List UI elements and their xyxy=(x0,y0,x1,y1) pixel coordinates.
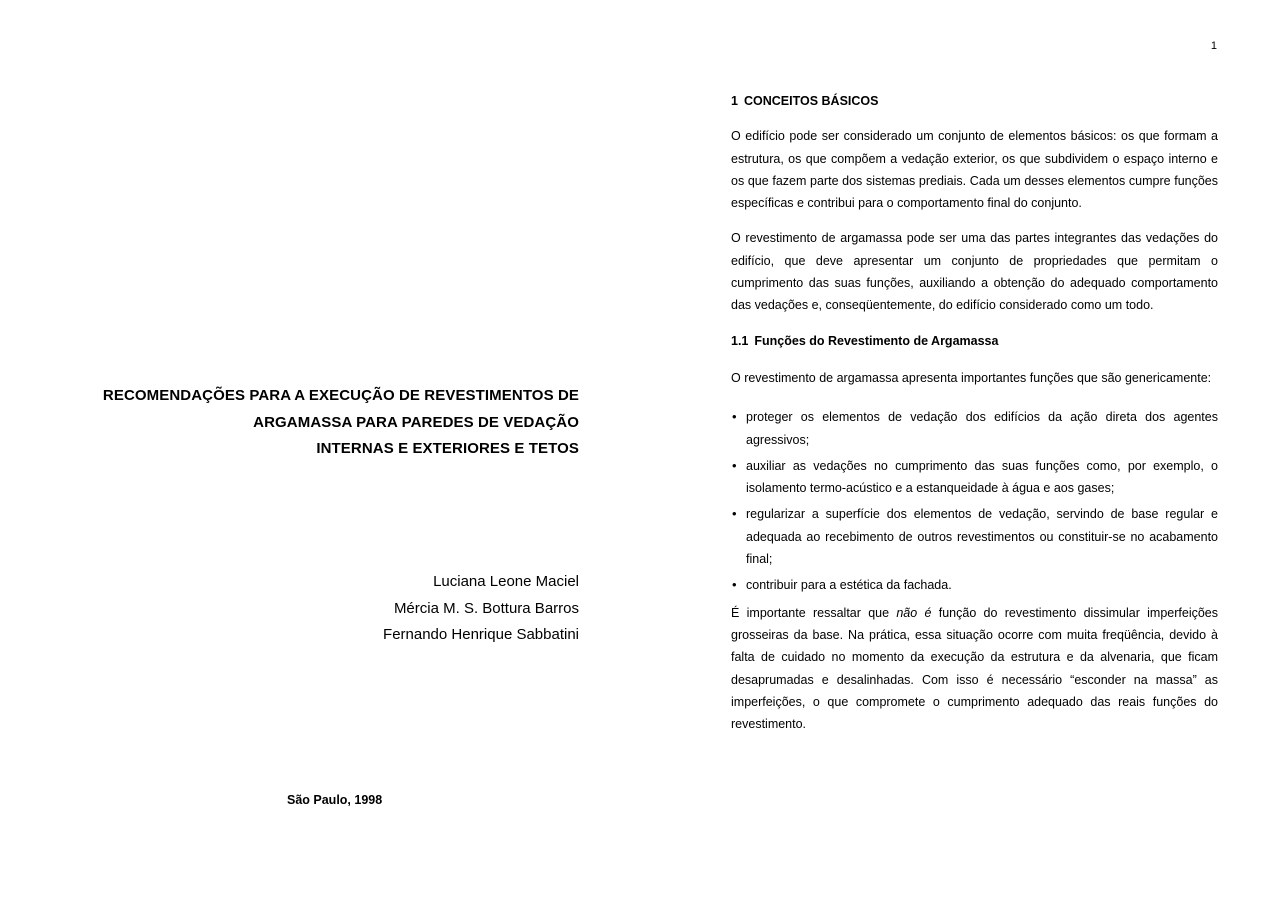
list-item-text: auxiliar as vedações no cumprimento das suas funções como, por exemplo, o isolamento termo-acústico e a estanqueidade à água e aos gases; xyxy=(746,458,1218,496)
paragraph: O edifício pode ser considerado um conjunto de elementos básicos: os que formam a estrutura, os que compõem a vedação exterior, os que subdividem o espaço interno e os que fazem parte dos sistemas prediais. Cada um desses elementos cumpre funções específicas e contribui para o comportamento final do conjunto. xyxy=(731,129,1218,211)
title-line: RECOMENDAÇÕES PARA A EXECUÇÃO DE REVESTIMENTOS DE xyxy=(102,387,579,404)
function-list xyxy=(731,406,1218,596)
list-item-text: proteger os elementos de vedação dos edifícios da ação direta dos agentes agressivos; xyxy=(746,410,1218,447)
page-number: 1 xyxy=(1210,40,1217,52)
place-year: São Paulo, 1998 xyxy=(287,793,383,807)
list-item xyxy=(731,503,1218,570)
paragraph: O revestimento de argamassa pode ser uma das partes integrantes das vedações do edifício, que deve apresentar um conjunto de propriedades que permitam o cumprimento das suas funções, auxiliando a obtenção do adequado comportamento das vedações e, conseqüentemente, do edifício considerado como um todo. xyxy=(731,231,1218,313)
closing-text-end: função do revestimento dissimular imperfeições grosseiras da base. Na prática, essa situação ocorre com muita freqüência, devido à falta de cuidado no momento da execução da estrutura e da alvenaria, que ficam desaprumadas e desalinhadas. Com isso é necessário “esconder na massa” as imperfeições, o que compromete o cumprimento adequado das reais funções do revestimento. xyxy=(731,605,1219,732)
closing-text-start: É importante ressaltar que xyxy=(731,605,897,620)
bullet-dot-icon: • xyxy=(732,506,737,522)
subsection-heading xyxy=(731,330,1218,352)
right-page xyxy=(640,0,1280,905)
list-item-text: contribuir para a estética da fachada. xyxy=(746,578,952,593)
bullet-dot-icon: • xyxy=(732,577,737,593)
author-name: Mércia M. S. Bottura Barros xyxy=(393,599,579,617)
list-item xyxy=(731,406,1218,451)
bullet-dot-icon: • xyxy=(732,457,737,473)
title-line: ARGAMASSA PARA PAREDES DE VEDAÇÃO xyxy=(253,413,579,431)
page-content xyxy=(731,90,1218,748)
list-item xyxy=(731,574,1218,596)
closing-paragraph xyxy=(731,602,1218,736)
author-list xyxy=(179,569,579,649)
author-name: Luciana Leone Maciel xyxy=(433,573,579,590)
subsection-title: Funções do Revestimento de Argamassa xyxy=(754,333,999,348)
list-item xyxy=(731,455,1218,500)
closing-emphasis: não é xyxy=(896,605,932,620)
section-number: 1 xyxy=(731,94,738,108)
bullet-dot-icon: • xyxy=(732,409,737,425)
author-name: Fernando Henrique Sabbatini xyxy=(383,626,579,643)
subsection-number: 1.1 xyxy=(731,333,749,348)
document-title xyxy=(59,383,579,463)
section-title: CONCEITOS BÁSICOS xyxy=(743,94,879,108)
section-heading xyxy=(731,90,1218,112)
list-item-text: regularizar a superfície dos elementos de vedação, servindo de base regular e adequada ao recebimento de outros revestimentos ou constituir-se no acabamento final; xyxy=(746,507,1218,567)
title-line: INTERNAS E EXTERIORES E TETOS xyxy=(316,440,579,457)
intro-paragraph: O revestimento de argamassa apresenta importantes funções que são genericamente: xyxy=(731,370,1212,385)
